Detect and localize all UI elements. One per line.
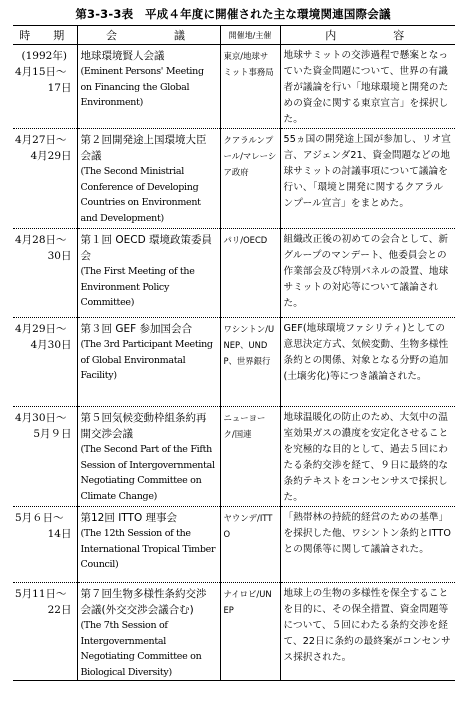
period-cell — [13, 583, 77, 681]
table-header-row — [13, 26, 455, 45]
year-label: (1992年) — [21, 50, 67, 62]
period-cell — [13, 318, 77, 407]
period-start: 4月29日～ — [15, 323, 67, 335]
table-row — [13, 45, 455, 129]
venue-cell: ナイロビ/UNEP — [220, 583, 280, 681]
period-start: 4月28日～ — [15, 234, 67, 246]
conference-name-en: (The 12th Session of the International Tropical Timber Council) — [80, 528, 216, 570]
conference-name-en: (The 3rd Participant Meeting of Global Environmatal Facility) — [80, 339, 213, 381]
period-cell — [13, 229, 77, 318]
header-content: 内 容 — [280, 26, 455, 45]
header-venue: 開催地/主催 — [220, 26, 280, 45]
period-end: 30日 — [47, 250, 72, 262]
period-end: 5月９日 — [33, 428, 72, 440]
content-cell: 地球サミットの交渉過程で懸案となっていた資金問題について、世界の有識者が議論を行い「地球環境と開発のための資金に関する東京宣言」を採択した。 — [280, 45, 455, 129]
period-start: 5月６日～ — [15, 512, 64, 524]
venue-cell: ヤウンデ/ITTO — [220, 507, 280, 583]
conference-name-en: (The Second Ministrial Conference of Developing Countries on Environment and Development) — [80, 166, 201, 224]
period-end: 14日 — [47, 528, 72, 540]
conference-cell — [77, 507, 220, 583]
period-cell — [13, 407, 77, 507]
period-cell — [13, 507, 77, 583]
content-cell: GEF(地球環境ファシリティ)としての意思決定方式、気候変動、生物多様性条約との関係、対象となる分野の追加(土壌劣化)等につき議論された。 — [280, 318, 455, 407]
conference-cell — [77, 45, 220, 129]
table-row — [13, 507, 455, 583]
conference-name-ja: 第１回 OECD 環境政策委員会 — [80, 234, 212, 262]
conference-name-ja: 第12回 ITTO 理事会 — [80, 512, 178, 524]
content-cell: 55ヵ国の開発途上国が参加し、リオ宣言、アジェンダ21、資金問題などの地球サミットの討議事項について議論を行い、「環境と開発に関するクアラルンプール宣言」をまとめた。 — [280, 129, 455, 229]
conference-cell — [77, 129, 220, 229]
conference-table — [13, 25, 455, 681]
table-row — [13, 318, 455, 407]
conference-name-ja: 第７回生物多様性条約交渉会議(外交交渉会議合む) — [80, 588, 207, 616]
period-end: 4月30日 — [30, 339, 72, 351]
content-cell: 「熱帯林の持続的経営のための基準」を採択した他、ワシントン条約とITTOとの関係等に関して議論された。 — [280, 507, 455, 583]
table-row — [13, 583, 455, 681]
header-period: 時 期 — [13, 26, 77, 45]
content-cell: 地球上の生物の多様性を保全することを目的に、その保全措置、資金問題等について、５回にわたる条約交渉を経て、22日に条約の最終案がコンセンサス採択された。 — [280, 583, 455, 681]
period-end: 4月29日 — [30, 150, 72, 162]
venue-cell: ワシントン/UNEP、UNDP、世界銀行 — [220, 318, 280, 407]
period-end: 17日 — [47, 82, 72, 94]
content-cell: 地球温暖化の防止のため、大気中の温室効果ガスの濃度を安定化させることを究極的な目的として、過去５回にわたる条約交渉を経て、９日に最終的な条約テキストをコンセンサスで採択した。 — [280, 407, 455, 507]
conference-name-en: (The Second Part of the Fifth Session of Intergovernmental Negotiating Committee on Climate Change) — [80, 444, 215, 502]
content-cell: 組織改正後の初めての会合として、新グループのマンデート、他委員会との作業部会及び特別パネルの設置、地球サミットの対応等について議論された。 — [280, 229, 455, 318]
conference-cell — [77, 407, 220, 507]
venue-cell: クアラルンプール/マレーシア政府 — [220, 129, 280, 229]
period-start: 4月27日～ — [15, 134, 67, 146]
conference-cell — [77, 583, 220, 681]
table-row — [13, 407, 455, 507]
conference-name-en: (Eminent Persons' Meeting on Financing the Global Environment) — [80, 66, 204, 108]
venue-cell: 東京/地球サミット事務局 — [220, 45, 280, 129]
period-start: 4月15日～ — [15, 66, 67, 78]
period-start: 5月11日～ — [15, 588, 67, 600]
period-end: 22日 — [47, 604, 72, 616]
period-start: 4月30日～ — [15, 412, 67, 424]
header-conference: 会 議 — [77, 26, 220, 45]
table-title: 第3-3-3表 平成４年度に開催された主な環境関連国際会議 — [75, 7, 391, 21]
period-cell — [13, 45, 77, 129]
conference-name-ja: 地球環境賢人会議 — [80, 50, 165, 62]
conference-cell — [77, 229, 220, 318]
conference-name-ja: 第２回開発途上国環境大臣会議 — [80, 134, 207, 162]
period-cell — [13, 129, 77, 229]
conference-name-en: (The 7th Session of Intergovernmental Negotiating Committee on Biological Diversity) — [80, 620, 202, 678]
table-row — [13, 129, 455, 229]
conference-name-en: (The First Meeting of the Environment Policy Committee) — [80, 266, 195, 308]
table-row — [13, 229, 455, 318]
venue-cell: パリ/OECD — [220, 229, 280, 318]
venue-cell: ニューヨーク/国連 — [220, 407, 280, 507]
conference-cell — [77, 318, 220, 407]
conference-name-ja: 第５回気候変動枠組条約再開交渉会議 — [80, 412, 207, 440]
conference-name-ja: 第３回 GEF 参加国会合 — [80, 323, 192, 335]
